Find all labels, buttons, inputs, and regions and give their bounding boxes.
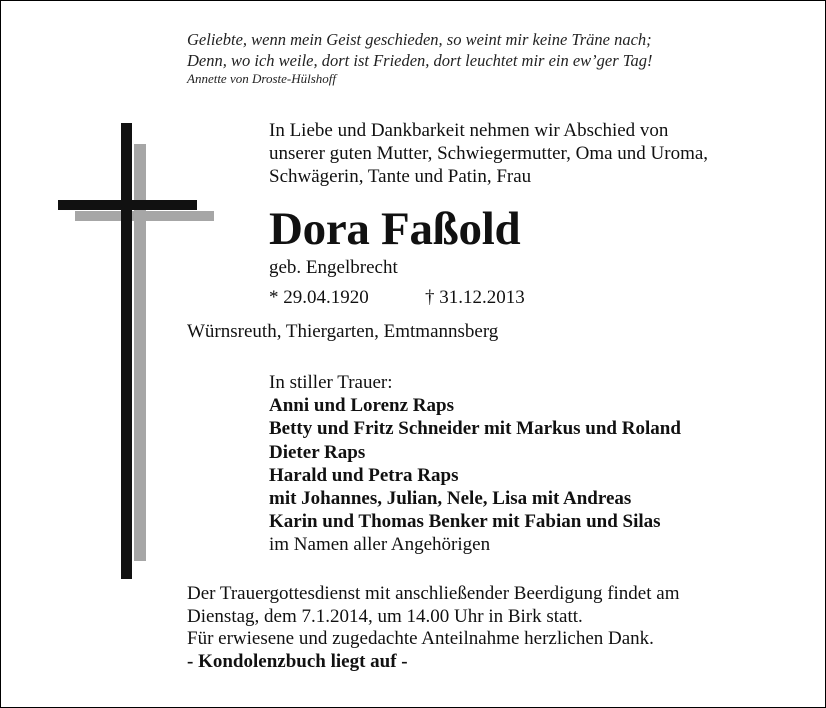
service-line: Dienstag, dem 7.1.2014, um 14.00 Uhr in Birk statt.: [187, 605, 583, 627]
cross-vertical: [121, 123, 132, 579]
life-dates: [269, 287, 525, 309]
mourner-entry: Dieter Raps: [269, 441, 366, 463]
intro-text: [269, 119, 708, 188]
mourners-list: [269, 371, 681, 557]
places: Würnsreuth, Thiergarten, Emtmannsberg: [187, 321, 499, 342]
mourner-entry: Harald und Petra Raps: [269, 464, 459, 486]
mourner-entry: Betty und Fritz Schneider mit Markus und Roland: [269, 418, 681, 440]
deceased-name: Dora Faßold: [269, 203, 521, 255]
memorial-poem: [187, 29, 652, 87]
mourner-entry: Anni und Lorenz Raps: [269, 395, 454, 417]
cross-shadow-horizontal: [75, 211, 214, 221]
poem-line: Geliebte, wenn mein Geist geschieden, so weint mir keine Träne nach;: [187, 30, 652, 49]
birth-name: geb. Engelbrecht: [269, 257, 398, 278]
mourners-closing: im Namen aller Angehörigen: [269, 534, 491, 556]
cross-horizontal: [58, 200, 197, 210]
poem-line: Denn, wo ich weile, dort ist Frieden, dort leuchtet mir ein ew’ger Tag!: [187, 51, 653, 70]
poem-author: Annette von Droste-Hülshoff: [187, 71, 336, 86]
mourner-entry: mit Johannes, Julian, Nele, Lisa mit Andreas: [269, 488, 632, 510]
cross-icon: [1, 1, 231, 601]
birth-date: * 29.04.1920: [269, 287, 369, 308]
funeral-service-info: [187, 583, 679, 673]
mourners-heading: In stiller Trauer:: [269, 372, 393, 393]
death-date: † 31.12.2013: [425, 287, 525, 308]
mourner-entry: Karin und Thomas Benker mit Fabian und Silas: [269, 511, 661, 533]
intro-line: unserer guten Mutter, Schwiegermutter, Oma und Uroma,: [269, 143, 709, 164]
service-line: Der Trauergottesdienst mit anschließender Beerdigung findet am: [187, 583, 680, 604]
thanks-line: Für erwiesene und zugedachte Anteilnahme herzlichen Dank.: [187, 628, 654, 649]
intro-line: Schwägerin, Tante und Patin, Frau: [269, 166, 532, 187]
intro-line: In Liebe und Dankbarkeit nehmen wir Abschied von: [269, 120, 669, 141]
condolence-note: - Kondolenzbuch liegt auf -: [187, 650, 408, 672]
